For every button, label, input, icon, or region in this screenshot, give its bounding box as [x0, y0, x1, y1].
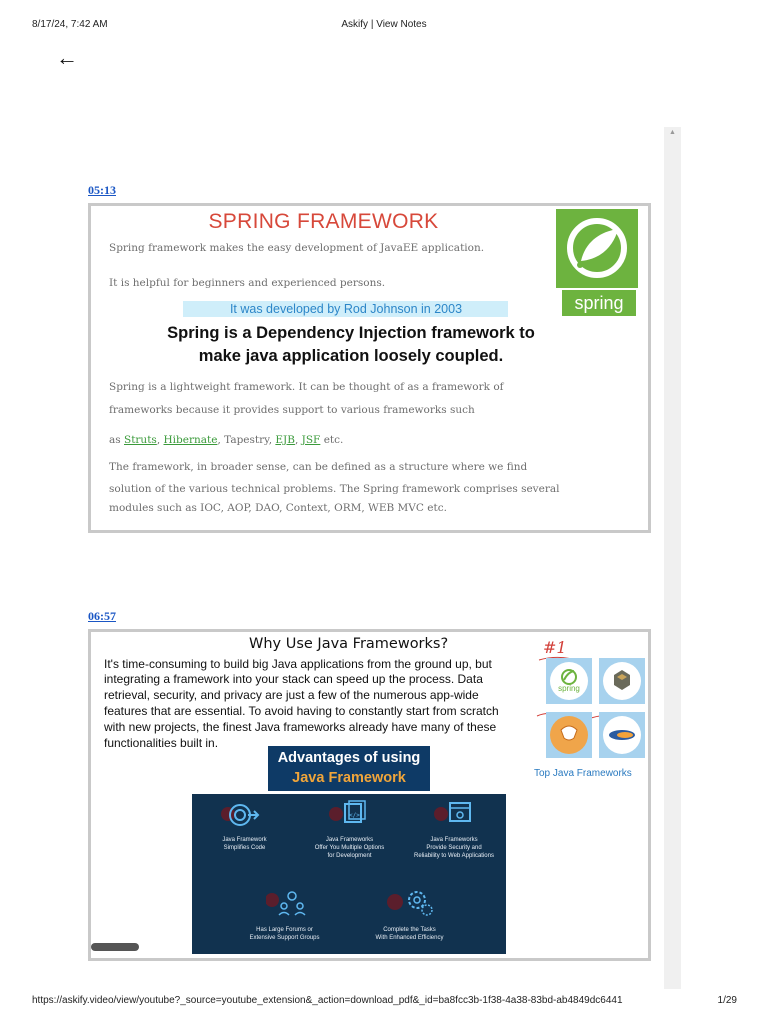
- slide-title: SPRING FRAMEWORK: [208, 210, 439, 233]
- slide-screenshot: [88, 629, 651, 961]
- framework-hibernate-icon: [599, 658, 645, 704]
- slide-text: retrieval, security, and privacy are just a few of the numerous app-wide: [104, 688, 479, 702]
- scroll-up-icon[interactable]: ▲: [669, 129, 676, 136]
- slide-text: The framework, in broader sense, can be defined as a structure where we find: [109, 461, 528, 473]
- slide-text: Spring is a lightweight framework. It can be thought of as a framework of: [109, 381, 504, 393]
- watermark: [91, 943, 139, 951]
- slide-text: features that are essential. To avoid having to constantly start from scratch: [104, 704, 499, 718]
- slide-text: modules such as IOC, AOP, DAO, Context, ORM, WEB MVC etc.: [109, 502, 447, 514]
- print-title: Askify | View Notes: [341, 19, 427, 30]
- advantage-text: Complete the Tasks With Enhanced Efficiency: [375, 927, 444, 941]
- slide-text: functionalities built in.: [104, 736, 219, 750]
- efficiency-gears-icon: [385, 886, 435, 918]
- frameworks-caption: Top Java Frameworks: [534, 768, 632, 779]
- links-suffix: etc.: [323, 434, 344, 446]
- slide-text: solution of the various technical problems. The Spring framework comprises several: [109, 483, 560, 495]
- page-url: https://askify.video/view/youtube?_source=youtube_extension&_action=download_pdf&_id=ba8fcc3b-1f38-4a38-83bd-ab4849dc6441: [32, 995, 623, 1006]
- back-arrow-icon[interactable]: ←: [56, 45, 78, 70]
- advantage-item: [297, 794, 402, 874]
- advantage-item: [402, 794, 506, 884]
- page-number: 1/29: [717, 995, 737, 1006]
- framework-link: Struts: [124, 434, 157, 446]
- framework-spring-icon: spring: [546, 658, 592, 704]
- framework-eclipse-icon: [599, 712, 645, 758]
- framework-link: JSF: [301, 434, 321, 446]
- spring-leaf-icon: [556, 209, 638, 288]
- code-window-icon: [327, 800, 369, 828]
- timestamp-link[interactable]: 05:13: [88, 183, 116, 197]
- advantage-text: Java Framework Simplifies Code: [222, 837, 267, 851]
- handwritten-annotation: #1: [543, 638, 567, 657]
- print-footer: [0, 995, 768, 1009]
- advantages-banner: [268, 746, 430, 791]
- advantages-infographic: [192, 794, 506, 954]
- slide-text: with new projects, the finest Java frameworks already have many of these: [104, 720, 497, 734]
- secure-web-icon: [432, 800, 474, 828]
- framework-link: Hibernate: [163, 434, 218, 446]
- advantage-text: Has Large Forums or Extensive Support Groups: [249, 927, 320, 941]
- timestamp-link[interactable]: 06:57: [88, 609, 116, 623]
- advantage-text: Java Frameworks Offer You Multiple Options for Development: [314, 837, 385, 859]
- slide-text: integrating a framework into your stack can speed up the process. Data: [104, 672, 483, 686]
- slide-text: It's time-consuming to build big Java applications from the ground up, but: [104, 657, 492, 671]
- code-simplify-icon: [220, 802, 262, 830]
- slide-highlight-text: It was developed by Rod Johnson in 2003: [229, 302, 463, 316]
- slide-text: Spring framework makes the easy development of JavaEE application.: [109, 242, 485, 254]
- advantage-item: [347, 882, 472, 952]
- slide-text-links: as Struts, Hibernate, Tapestry, EJB, JSF etc.: [109, 434, 344, 446]
- support-group-icon: [266, 888, 308, 918]
- slide-text: It is helpful for beginners and experienced persons.: [109, 277, 386, 289]
- slide-screenshot: [88, 203, 651, 533]
- svg-text:</>: </>: [349, 812, 360, 819]
- spring-logo-text: spring: [562, 290, 636, 316]
- scrollbar[interactable]: [664, 127, 681, 989]
- slide-headline: make java application loosely coupled.: [198, 347, 504, 365]
- advantages-title: Advantages of using: [277, 750, 421, 766]
- framework-name: Tapestry: [224, 434, 269, 446]
- print-header: [0, 19, 768, 33]
- slide-text: frameworks because it provides support to various frameworks such: [109, 404, 475, 416]
- advantage-item: [192, 794, 297, 874]
- slide-headline: Spring is a Dependency Injection framework to: [167, 324, 535, 342]
- framework-struts-icon: [546, 712, 592, 758]
- links-prefix: as: [109, 434, 121, 446]
- advantages-subtitle: Java Framework: [292, 770, 406, 786]
- framework-link: EJB: [275, 434, 295, 446]
- advantage-item: [222, 882, 347, 952]
- advantage-text: Java Frameworks Provide Security and Reliability to Web Applications: [414, 837, 494, 859]
- print-datetime: 8/17/24, 7:42 AM: [32, 19, 108, 30]
- slide-title: Why Use Java Frameworks?: [249, 636, 449, 652]
